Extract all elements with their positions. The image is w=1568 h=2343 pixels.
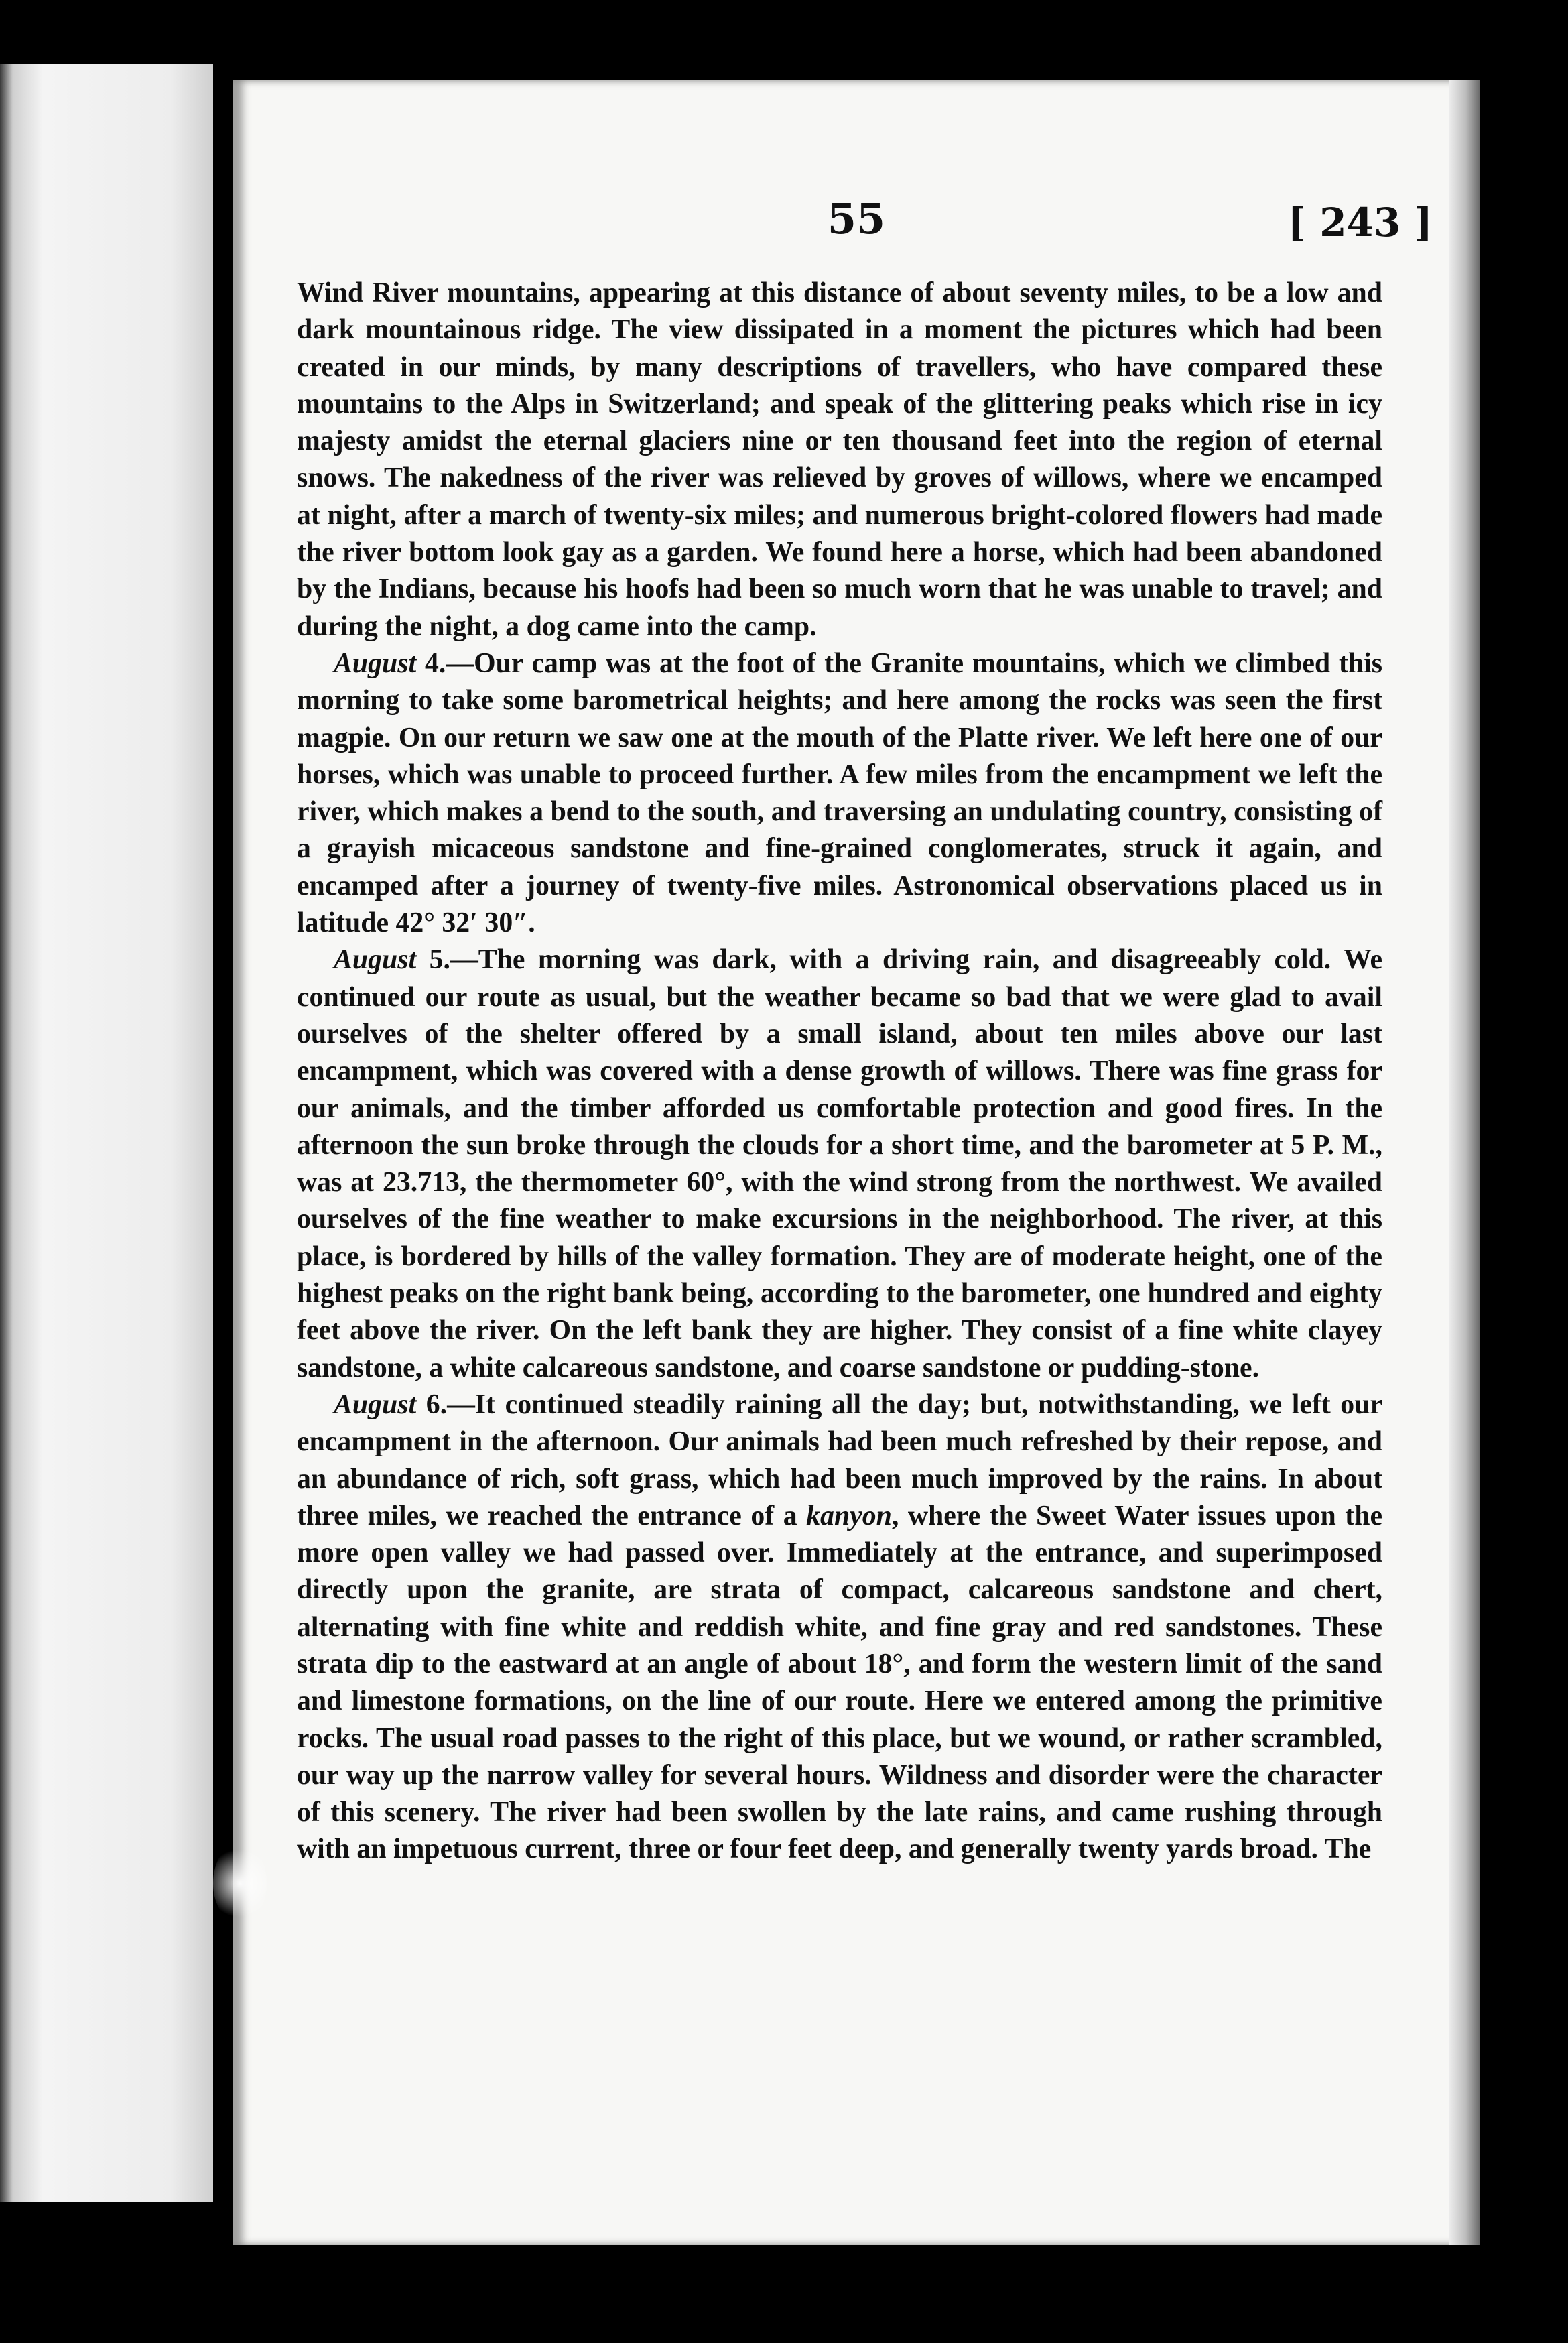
- document-page-reference: [ 243 ]: [1287, 200, 1433, 245]
- page-header: [233, 194, 1480, 255]
- paper-blemish: [213, 1843, 267, 1923]
- paragraph-1: [297, 275, 1382, 645]
- page-gutter-shadow: [1449, 80, 1480, 2245]
- page-number: 55: [827, 194, 886, 243]
- paragraph-4: [297, 1387, 1382, 1869]
- term-kanyon: kanyon: [806, 1500, 892, 1531]
- paragraph-2-text: 4.—Our camp was at the foot of the Granite mountains, which we climbed this morning to take some barometrical heights; and here among the rocks was seen the first magpie. On our return we saw one at the mouth of the Platte river. We left here one of our horses, which was unable to proceed further. A few miles from the encampment we left the river, which makes a bend to the south, and traversing an undulating country, consisting of a grayish micaceous sandstone and fine-grained conglomerates, struck it again, and encamped after a journey of twenty-five miles. Astronomical observations placed us in latitude 42° 32′ 30″.: [297, 647, 1382, 939]
- paragraph-4-text-a: 6.—It continued steadily raining all the day; but, notwithstanding, we left our encampment in the afternoon. Our animals had been much refreshed by their repose, and an abundance of rich, soft grass, which had been much improved by the rains. In about three miles, we reached the entrance of a: [297, 1389, 1382, 1531]
- paragraph-4-text-b: , where the Sweet Water issues upon the more open valley we had passed over. Immediately at the entrance, and superimposed directly upon the granite, are strata of compact, calcareous sandstone and chert, alternating with fine white and reddish white, and fine gray and red sandstones. These strata dip to the eastward at an angle of about 18°, and form the western limit of the sand and limestone formations, on the line of our route. Here we entered among the primitive rocks. The usual road passes to the right of this place, but we wound, or rather scrambled, our way up the narrow valley for several hours. Wildness and disorder were the character of this scenery. The river had been swollen by the late rains, and came rushing through with an impetuous current, three or four feet deep, and generally twenty yards broad. The: [297, 1500, 1382, 1865]
- paragraph-3: [297, 942, 1382, 1387]
- previous-page-edge: [0, 64, 213, 2202]
- date-label-august-6: August: [334, 1389, 417, 1420]
- date-label-august-5: August: [334, 944, 417, 976]
- paragraph-1-text: Wind River mountains, appearing at this distance of about seventy miles, to be a low and dark mountainous ridge. The view dissipated in a moment the pictures which had been created in our minds, by many descriptions of travellers, who have compared these mountains to the Alps in Switzerland; and speak of the glittering peaks which rise in icy majesty amidst the eternal glaciers nine or ten thousand feet into the region of eternal snows. The nakedness of the river was relieved by groves of willows, where we encamped at night, after a march of twenty-six miles; and numerous bright-colored flowers had made the river bottom look gay as a garden. We found here a horse, which had been abandoned by the Indians, because his hoofs had been so much worn that he was unable to travel; and during the night, a dog came into the camp.: [297, 277, 1382, 642]
- date-label-august-4: August: [334, 647, 417, 679]
- book-page: [233, 80, 1480, 2245]
- paragraph-3-text: 5.—The morning was dark, with a driving rain, and disagreeably cold. We continued our route as usual, but the weather became so bad that we were glad to avail ourselves of the shelter offered by a small island, about ten miles above our last encampment, which was covered with a dense growth of willows. There was fine grass for our animals, and the timber afforded us comfortable protection and good fires. In the afternoon the sun broke through the clouds for a short time, and the barometer at 5 P. M., was at 23.713, the thermometer 60°, with the wind strong from the northwest. We availed ourselves of the fine weather to make excursions in the neighborhood. The river, at this place, is bordered by hills of the valley formation. They are of moderate height, one of the highest peaks on the right bank being, according to the barometer, one hundred and eighty feet above the river. On the left bank they are higher. They consist of a fine white clayey sandstone, a white calcareous sandstone, and coarse sandstone or pudding-stone.: [297, 944, 1382, 1383]
- body-text: [297, 275, 1382, 1869]
- paragraph-2: [297, 645, 1382, 942]
